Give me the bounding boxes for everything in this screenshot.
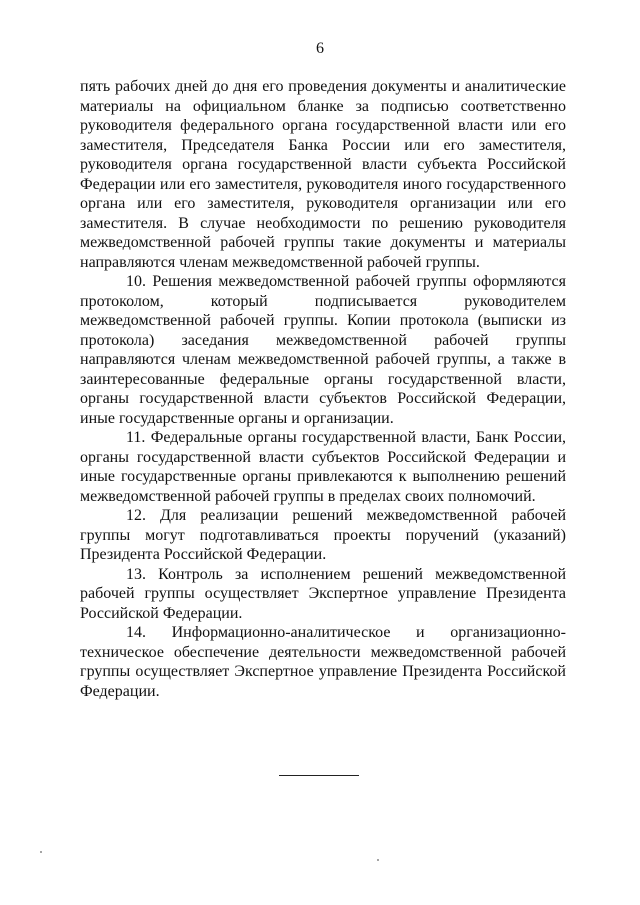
paragraph-item-12: 12. Для реализации решений межведомственной рабочей группы могут подготавливаться проекты поручений (указаний) Президента Российской Федерации. — [80, 507, 566, 563]
end-of-document-line — [279, 775, 359, 776]
paragraph-item-11: 11. Федеральные органы государственной власти, Банк России, органы государственной власти субъектов Российской Федерации и иные государственные органы привлекаются к выполнению решений межведомственной рабочей группы в пределах своих полномочий. — [80, 429, 566, 505]
scan-speck — [40, 851, 42, 853]
paragraph-item-13: 13. Контроль за исполнением решений межведомственной рабочей группы осуществляет Экспертное управление Президента Российской Федерации. — [80, 565, 566, 622]
scan-speck — [377, 859, 379, 861]
paragraph-item-10: 10. Решения межведомственной рабочей группы оформляются протоколом, который подписывается руководителем межведомственной рабочей группы. Копии протокола (выписки из протокола) заседания межведомственной рабочей группы направляются членам межведомственной рабочей группы, а также в заинтересованные федеральные органы государственной власти, органы государственной власти субъектов Российской Федерации, иные государственные органы и организации. — [80, 273, 566, 427]
paragraph-continuation: пять рабочих дней до дня его проведения документы и аналитические материалы на официальном бланке за подписью соответственно руководителя федерального органа государственной власти или его заместителя, Председателя Банка России или его заместителя, руководителя органа государственной власти субъекта Российской Федерации или его заместителя, руководителя иного государственного органа или его заместителя, руководителя организации или его заместителя. В случае необходимости по решению руководителя межведомственной рабочей группы такие документы и материалы направляются членам межведомственной рабочей группы. — [80, 78, 566, 271]
paragraph-item-14: 14. Информационно-аналитическое и организационно-техническое обеспечение деятельности межведомственной рабочей группы осуществляет Экспертное управление Президента Российской Федерации. — [80, 624, 566, 700]
page-number: 6 — [316, 40, 324, 57]
document-body — [80, 77, 566, 701]
